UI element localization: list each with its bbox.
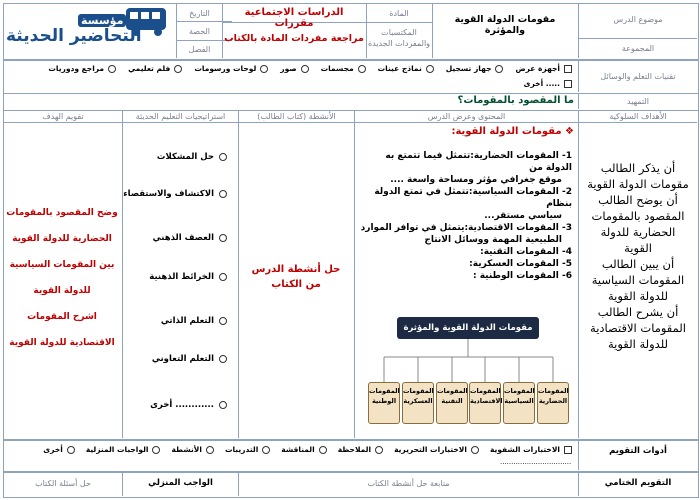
- homework-value: حل أسئلة الكتاب: [35, 479, 91, 488]
- homework-label: الواجب المنزلي: [148, 478, 213, 488]
- strategy-mind-maps[interactable]: الخرائط الذهنية: [149, 272, 229, 282]
- tool-models[interactable]: مجسمات: [321, 64, 368, 73]
- col-evaluation: تقويم الهدف: [42, 112, 84, 121]
- strategy-problem-solving[interactable]: حل المشكلات: [157, 152, 229, 162]
- diagram-title: مقومات الدولة القوية والمؤثرة: [397, 317, 539, 339]
- intro-label: التمهيد: [627, 97, 649, 106]
- tool-boards[interactable]: لوحات ورسومات: [194, 64, 270, 73]
- tool-references[interactable]: مراجع ودوريات: [48, 64, 118, 73]
- tool-other[interactable]: أخرى .....: [524, 79, 574, 88]
- diamond-icon: ❖: [565, 126, 574, 137]
- tools-label: تقنيات التعلم والوسائل: [600, 72, 676, 81]
- tool-film[interactable]: فلم تعليمي: [128, 64, 184, 73]
- diagram-box-civilizational: المقومات الحضارية: [537, 382, 569, 424]
- subject-label: المادة: [389, 9, 409, 18]
- strategy-brainstorm[interactable]: العصف الذهني: [153, 233, 229, 243]
- period-label: الحصة: [188, 27, 211, 36]
- strategy-cooperative[interactable]: التعلم التعاوني: [152, 354, 229, 364]
- assess-activities[interactable]: الأنشطة: [171, 445, 215, 454]
- logo-line2: التحاضير الحديثة: [6, 26, 142, 46]
- content-lines: 1- المقومات الحضارية:تتمثل فيما تتمتع به الدولة من موقع جغرافي مؤثر ومساحة واسعة .... 2- المقومات السياسية:تتمثل في تمتع الدولة بنظام سياسي مستقر... 3- المقومات الاقتصادية:يتمثل في توافر الموارد الطبيعية المهمة ووسائل الانتاج 4- المقومات التقنية: 5- المقومات العسكرية: 6- المقومات الوطنية :: [360, 151, 572, 281]
- class-label: الفصل: [188, 45, 211, 54]
- content-heading: ❖ مقومات الدولة القوية:: [451, 126, 574, 137]
- assessment-items: [43, 445, 574, 454]
- diagram-box-national: المقومات الوطنية: [368, 382, 400, 424]
- assess-observation[interactable]: الملاحظة: [338, 445, 385, 454]
- assessment-dots: ................................: [500, 458, 572, 466]
- topic-label: موضوع الدرس: [613, 15, 663, 24]
- prior-label: المكتسبات والمفردات الجديدة: [367, 28, 431, 48]
- assess-homework[interactable]: الواجبات المنزلية: [86, 445, 163, 454]
- assess-other[interactable]: أخرى: [43, 445, 77, 454]
- col-strategies: استراتيجيات التعليم الحديثة: [135, 112, 226, 121]
- final-eval-value: متابعة حل أنشطة الكتاب: [367, 479, 450, 488]
- activities-text: حل أنشطة الدرس من الكتاب: [251, 264, 341, 290]
- diagram-box-economic: المقومات الاقتصادية: [469, 382, 501, 424]
- assess-oral[interactable]: الاختبارات الشفوية: [490, 445, 574, 454]
- tool-pictures[interactable]: صور: [280, 64, 310, 73]
- assessment-label: أدوات التقويم: [609, 446, 667, 456]
- tool-recorder[interactable]: جهاز تسجيل: [446, 64, 506, 73]
- col-content: المحتوى وعرض الدرس: [427, 112, 506, 121]
- prior-value: مراجعة مفردات المادة بالكتاب: [224, 33, 364, 44]
- logo-line1: مؤسسة: [78, 14, 126, 27]
- strategy-discovery[interactable]: الاكتشاف والاستقصاء: [123, 189, 229, 199]
- subject-value: الدراسات الاجتماعية مقررات: [244, 7, 344, 29]
- tools-row-1: [48, 64, 574, 73]
- assess-exercises[interactable]: التدريبات: [225, 445, 272, 454]
- tools-row-2: [524, 79, 574, 88]
- goals-text: أن يذكر الطالب مقومات الدولة القوية أن يوضح الطالب المقصود بالمقومات الحضارية للدولة القوية أن يبين الطالب المقومات السياسية للدولة القوية أن يشرح الطالب المقومات الاقتصادية للدولة القوية: [587, 161, 689, 351]
- logo: [6, 4, 174, 54]
- final-eval-label: التقويم الختامي: [604, 478, 672, 488]
- assess-discussion[interactable]: المناقشة: [281, 445, 328, 454]
- diagram-connectors: [355, 339, 578, 384]
- tool-projector[interactable]: أجهزة عرض: [515, 64, 574, 73]
- evaluation-text: وضح المقصود بالمقومات الحضارية للدولة القوية بين المقومات السياسية للدولة القوية اشرح المقومات الاقتصادية للدولة القوية: [6, 208, 118, 348]
- group-label: المجموعة: [621, 44, 655, 53]
- col-goals: الأهداف السلوكية: [609, 112, 667, 121]
- strategy-other[interactable]: أخرى ............: [150, 400, 229, 410]
- diagram-box-technical: المقومات التقنية: [436, 382, 468, 424]
- tool-samples[interactable]: نماذج عينات: [378, 64, 436, 73]
- strategy-self-learning[interactable]: التعلم الذاتي: [161, 316, 229, 326]
- intro-text: ما المقصود بالمقومات؟: [457, 95, 574, 106]
- col-activities: الأنشطة (كتاب الطالب): [257, 112, 336, 121]
- diagram-box-military: المقومات العسكرية: [402, 382, 434, 424]
- date-label: التاريخ: [189, 9, 210, 18]
- assess-written[interactable]: الاختبارات التحريرية: [394, 445, 481, 454]
- topic-value: مقومات الدولة القوية والمؤثرة: [454, 14, 556, 36]
- diagram-box-political: المقومات السياسية: [503, 382, 535, 424]
